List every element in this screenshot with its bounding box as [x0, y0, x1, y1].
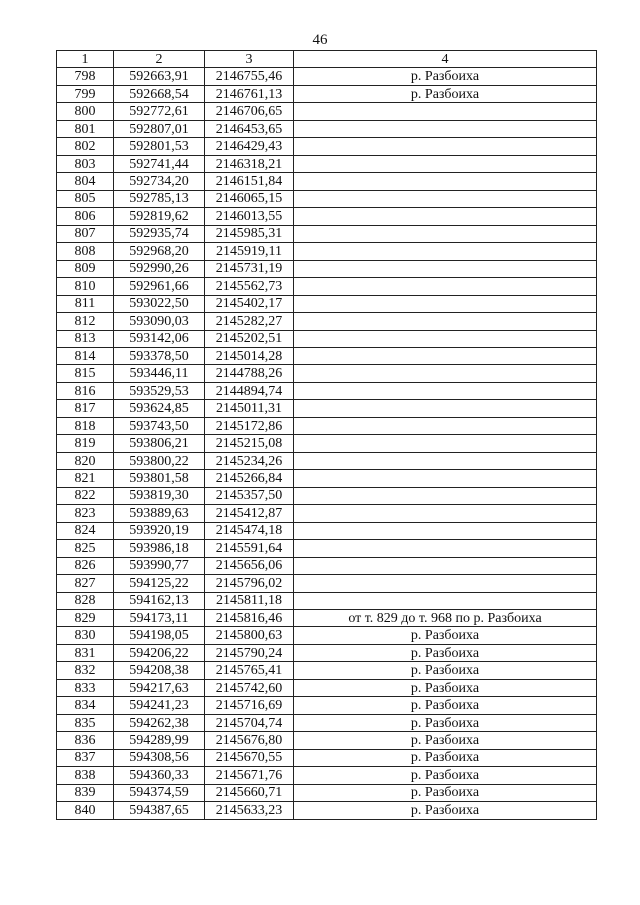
header-cell: 4	[294, 51, 597, 68]
y-coordinate-cell: 2145742,60	[205, 679, 294, 696]
table-row	[57, 749, 597, 766]
point-number-cell: 834	[57, 697, 114, 714]
table-row	[57, 784, 597, 801]
description-cell: р. Разбоиха	[294, 644, 597, 661]
description-cell	[294, 190, 597, 207]
y-coordinate-cell: 2145796,02	[205, 575, 294, 592]
table-row	[57, 208, 597, 225]
point-number-cell: 825	[57, 540, 114, 557]
description-cell	[294, 540, 597, 557]
point-number-cell: 801	[57, 120, 114, 137]
description-cell	[294, 522, 597, 539]
x-coordinate-cell: 592961,66	[114, 278, 205, 295]
description-cell: р. Разбоиха	[294, 749, 597, 766]
description-cell	[294, 417, 597, 434]
y-coordinate-cell: 2146065,15	[205, 190, 294, 207]
point-number-cell: 815	[57, 365, 114, 382]
y-coordinate-cell: 2144788,26	[205, 365, 294, 382]
table-row	[57, 278, 597, 295]
description-cell	[294, 505, 597, 522]
y-coordinate-cell: 2146429,43	[205, 138, 294, 155]
point-number-cell: 821	[57, 470, 114, 487]
table-row	[57, 347, 597, 364]
table-row	[57, 610, 597, 627]
x-coordinate-cell: 594262,38	[114, 714, 205, 731]
point-number-cell: 832	[57, 662, 114, 679]
y-coordinate-cell: 2146755,46	[205, 68, 294, 85]
x-coordinate-cell: 593800,22	[114, 452, 205, 469]
point-number-cell: 839	[57, 784, 114, 801]
table-row	[57, 644, 597, 661]
point-number-cell: 816	[57, 382, 114, 399]
point-number-cell: 798	[57, 68, 114, 85]
description-cell	[294, 452, 597, 469]
table-row	[57, 225, 597, 242]
x-coordinate-cell: 594241,23	[114, 697, 205, 714]
point-number-cell: 837	[57, 749, 114, 766]
table-row	[57, 330, 597, 347]
y-coordinate-cell: 2145474,18	[205, 522, 294, 539]
description-cell	[294, 575, 597, 592]
table-row	[57, 575, 597, 592]
x-coordinate-cell: 593990,77	[114, 557, 205, 574]
x-coordinate-cell: 594198,05	[114, 627, 205, 644]
y-coordinate-cell: 2145172,86	[205, 417, 294, 434]
point-number-cell: 824	[57, 522, 114, 539]
point-number-cell: 805	[57, 190, 114, 207]
table-body	[57, 51, 597, 820]
description-cell	[294, 278, 597, 295]
description-cell: р. Разбоиха	[294, 802, 597, 819]
description-cell: р. Разбоиха	[294, 679, 597, 696]
description-cell: от т. 829 до т. 968 по р. Разбоиха	[294, 610, 597, 627]
x-coordinate-cell: 594374,59	[114, 784, 205, 801]
description-cell	[294, 155, 597, 172]
x-coordinate-cell: 592741,44	[114, 155, 205, 172]
table-row	[57, 732, 597, 749]
x-coordinate-cell: 594217,63	[114, 679, 205, 696]
x-coordinate-cell: 594206,22	[114, 644, 205, 661]
description-cell	[294, 138, 597, 155]
table-row	[57, 802, 597, 819]
x-coordinate-cell: 592935,74	[114, 225, 205, 242]
description-cell	[294, 295, 597, 312]
x-coordinate-cell: 594125,22	[114, 575, 205, 592]
description-cell	[294, 173, 597, 190]
x-coordinate-cell: 594289,99	[114, 732, 205, 749]
table-row	[57, 714, 597, 731]
point-number-cell: 806	[57, 208, 114, 225]
description-cell	[294, 347, 597, 364]
point-number-cell: 803	[57, 155, 114, 172]
point-number-cell: 822	[57, 487, 114, 504]
x-coordinate-cell: 592801,53	[114, 138, 205, 155]
table-row	[57, 505, 597, 522]
y-coordinate-cell: 2145633,23	[205, 802, 294, 819]
header-cell: 1	[57, 51, 114, 68]
y-coordinate-cell: 2146706,65	[205, 103, 294, 120]
x-coordinate-cell: 592772,61	[114, 103, 205, 120]
x-coordinate-cell: 593986,18	[114, 540, 205, 557]
table-row	[57, 452, 597, 469]
table-row	[57, 295, 597, 312]
table-row	[57, 190, 597, 207]
y-coordinate-cell: 2145731,19	[205, 260, 294, 277]
description-cell	[294, 365, 597, 382]
table-row	[57, 365, 597, 382]
x-coordinate-cell: 593090,03	[114, 313, 205, 330]
x-coordinate-cell: 592807,01	[114, 120, 205, 137]
point-number-cell: 836	[57, 732, 114, 749]
description-cell	[294, 382, 597, 399]
y-coordinate-cell: 2146151,84	[205, 173, 294, 190]
table-row	[57, 120, 597, 137]
description-cell: р. Разбоиха	[294, 85, 597, 102]
point-number-cell: 833	[57, 679, 114, 696]
y-coordinate-cell: 2145011,31	[205, 400, 294, 417]
y-coordinate-cell: 2145656,06	[205, 557, 294, 574]
page-number: 46	[312, 32, 328, 48]
description-cell: р. Разбоиха	[294, 627, 597, 644]
description-cell	[294, 557, 597, 574]
point-number-cell: 808	[57, 243, 114, 260]
x-coordinate-cell: 593743,50	[114, 417, 205, 434]
x-coordinate-cell: 592785,13	[114, 190, 205, 207]
point-number-cell: 831	[57, 644, 114, 661]
point-number-cell: 838	[57, 767, 114, 784]
point-number-cell: 814	[57, 347, 114, 364]
x-coordinate-cell: 592668,54	[114, 85, 205, 102]
table-row	[57, 487, 597, 504]
y-coordinate-cell: 2145591,64	[205, 540, 294, 557]
point-number-cell: 819	[57, 435, 114, 452]
table-row	[57, 767, 597, 784]
table-row	[57, 540, 597, 557]
table-row	[57, 138, 597, 155]
y-coordinate-cell: 2145660,71	[205, 784, 294, 801]
y-coordinate-cell: 2145402,17	[205, 295, 294, 312]
point-number-cell: 811	[57, 295, 114, 312]
table-row	[57, 435, 597, 452]
point-number-cell: 830	[57, 627, 114, 644]
point-number-cell: 810	[57, 278, 114, 295]
x-coordinate-cell: 593819,30	[114, 487, 205, 504]
y-coordinate-cell: 2145765,41	[205, 662, 294, 679]
x-coordinate-cell: 592819,62	[114, 208, 205, 225]
description-cell	[294, 487, 597, 504]
x-coordinate-cell: 593022,50	[114, 295, 205, 312]
point-number-cell: 828	[57, 592, 114, 609]
y-coordinate-cell: 2146761,13	[205, 85, 294, 102]
y-coordinate-cell: 2146318,21	[205, 155, 294, 172]
table-row	[57, 662, 597, 679]
table-row	[57, 243, 597, 260]
x-coordinate-cell: 592663,91	[114, 68, 205, 85]
table-row	[57, 68, 597, 85]
y-coordinate-cell: 2145671,76	[205, 767, 294, 784]
description-cell: р. Разбоиха	[294, 784, 597, 801]
description-cell	[294, 103, 597, 120]
x-coordinate-cell: 594308,56	[114, 749, 205, 766]
description-cell	[294, 208, 597, 225]
x-coordinate-cell: 593806,21	[114, 435, 205, 452]
point-number-cell: 818	[57, 417, 114, 434]
point-number-cell: 823	[57, 505, 114, 522]
description-cell	[294, 592, 597, 609]
point-number-cell: 813	[57, 330, 114, 347]
table-row	[57, 173, 597, 190]
point-number-cell: 827	[57, 575, 114, 592]
table-row	[57, 627, 597, 644]
description-cell	[294, 435, 597, 452]
description-cell: р. Разбоиха	[294, 767, 597, 784]
table-row	[57, 103, 597, 120]
y-coordinate-cell: 2146013,55	[205, 208, 294, 225]
y-coordinate-cell: 2145790,24	[205, 644, 294, 661]
y-coordinate-cell: 2145816,46	[205, 610, 294, 627]
y-coordinate-cell: 2145014,28	[205, 347, 294, 364]
table-row	[57, 470, 597, 487]
x-coordinate-cell: 594360,33	[114, 767, 205, 784]
y-coordinate-cell: 2145919,11	[205, 243, 294, 260]
y-coordinate-cell: 2145670,55	[205, 749, 294, 766]
x-coordinate-cell: 593142,06	[114, 330, 205, 347]
table-row	[57, 522, 597, 539]
table-row	[57, 313, 597, 330]
table-row	[57, 557, 597, 574]
x-coordinate-cell: 594173,11	[114, 610, 205, 627]
x-coordinate-cell: 593801,58	[114, 470, 205, 487]
x-coordinate-cell: 592734,20	[114, 173, 205, 190]
y-coordinate-cell: 2145357,50	[205, 487, 294, 504]
description-cell	[294, 470, 597, 487]
y-coordinate-cell: 2145215,08	[205, 435, 294, 452]
point-number-cell: 817	[57, 400, 114, 417]
x-coordinate-cell: 594387,65	[114, 802, 205, 819]
table-row	[57, 85, 597, 102]
table-row	[57, 679, 597, 696]
description-cell: р. Разбоиха	[294, 68, 597, 85]
point-number-cell: 826	[57, 557, 114, 574]
y-coordinate-cell: 2144894,74	[205, 382, 294, 399]
description-cell: р. Разбоиха	[294, 714, 597, 731]
description-cell	[294, 225, 597, 242]
table-row	[57, 417, 597, 434]
table-row	[57, 400, 597, 417]
point-number-cell: 800	[57, 103, 114, 120]
x-coordinate-cell: 594162,13	[114, 592, 205, 609]
point-number-cell: 812	[57, 313, 114, 330]
header-cell: 3	[205, 51, 294, 68]
description-cell	[294, 330, 597, 347]
y-coordinate-cell: 2145676,80	[205, 732, 294, 749]
y-coordinate-cell: 2145202,51	[205, 330, 294, 347]
table-header-row	[57, 51, 597, 68]
y-coordinate-cell: 2145266,84	[205, 470, 294, 487]
x-coordinate-cell: 593378,50	[114, 347, 205, 364]
y-coordinate-cell: 2145800,63	[205, 627, 294, 644]
y-coordinate-cell: 2145716,69	[205, 697, 294, 714]
point-number-cell: 829	[57, 610, 114, 627]
x-coordinate-cell: 592968,20	[114, 243, 205, 260]
description-cell: р. Разбоиха	[294, 697, 597, 714]
x-coordinate-cell: 593920,19	[114, 522, 205, 539]
description-cell	[294, 243, 597, 260]
x-coordinate-cell: 593889,63	[114, 505, 205, 522]
y-coordinate-cell: 2145562,73	[205, 278, 294, 295]
coordinates-table	[56, 50, 597, 820]
table-row	[57, 382, 597, 399]
description-cell: р. Разбоиха	[294, 662, 597, 679]
point-number-cell: 799	[57, 85, 114, 102]
description-cell	[294, 400, 597, 417]
x-coordinate-cell: 593624,85	[114, 400, 205, 417]
description-cell: р. Разбоиха	[294, 732, 597, 749]
y-coordinate-cell: 2145412,87	[205, 505, 294, 522]
point-number-cell: 820	[57, 452, 114, 469]
y-coordinate-cell: 2145704,74	[205, 714, 294, 731]
point-number-cell: 807	[57, 225, 114, 242]
description-cell	[294, 120, 597, 137]
table-row	[57, 260, 597, 277]
x-coordinate-cell: 594208,38	[114, 662, 205, 679]
y-coordinate-cell: 2145282,27	[205, 313, 294, 330]
header-cell: 2	[114, 51, 205, 68]
point-number-cell: 802	[57, 138, 114, 155]
point-number-cell: 804	[57, 173, 114, 190]
table-row	[57, 592, 597, 609]
point-number-cell: 809	[57, 260, 114, 277]
y-coordinate-cell: 2145234,26	[205, 452, 294, 469]
point-number-cell: 835	[57, 714, 114, 731]
description-cell	[294, 313, 597, 330]
x-coordinate-cell: 592990,26	[114, 260, 205, 277]
point-number-cell: 840	[57, 802, 114, 819]
x-coordinate-cell: 593529,53	[114, 382, 205, 399]
table-row	[57, 155, 597, 172]
y-coordinate-cell: 2145811,18	[205, 592, 294, 609]
x-coordinate-cell: 593446,11	[114, 365, 205, 382]
y-coordinate-cell: 2146453,65	[205, 120, 294, 137]
y-coordinate-cell: 2145985,31	[205, 225, 294, 242]
table-row	[57, 697, 597, 714]
description-cell	[294, 260, 597, 277]
